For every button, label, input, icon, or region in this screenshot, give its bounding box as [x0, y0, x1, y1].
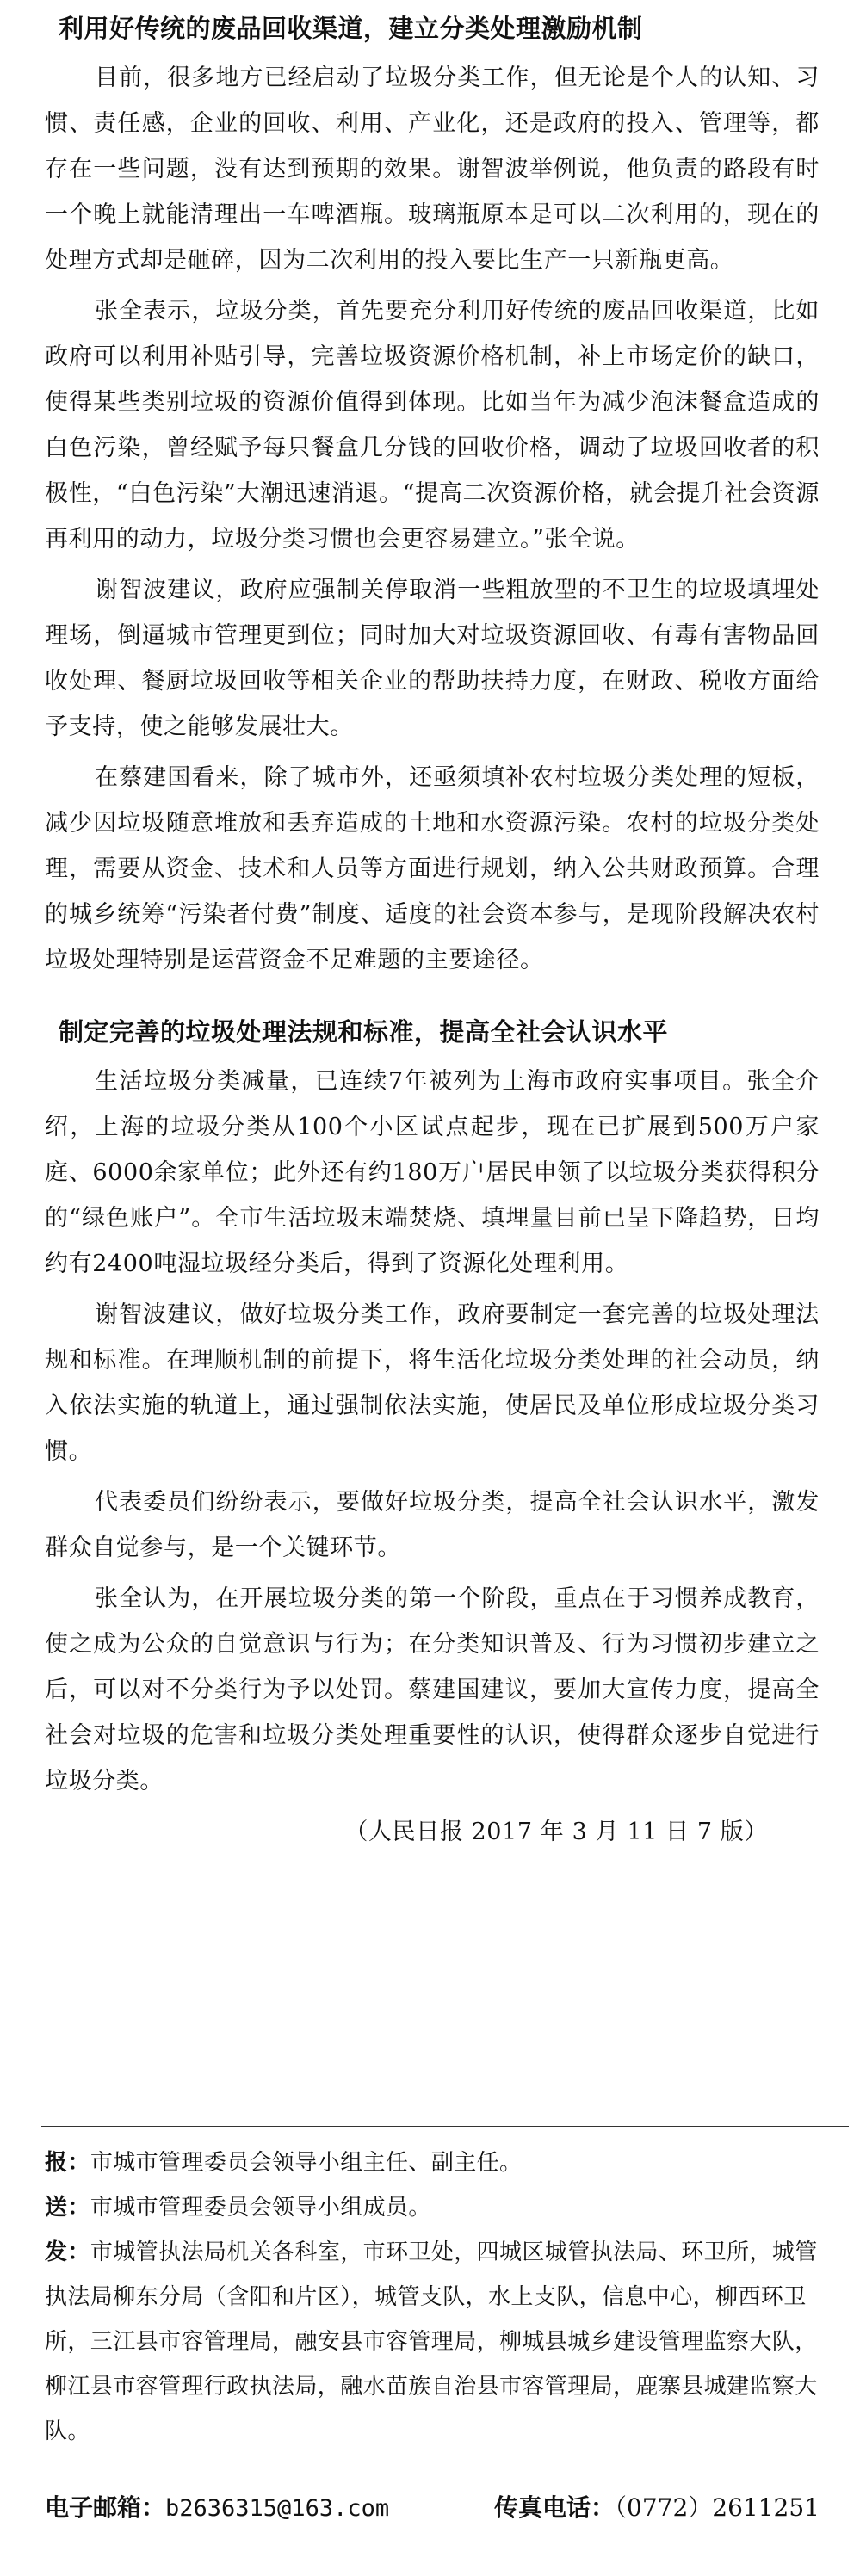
section-gap	[45, 988, 820, 1010]
section2-paragraph-3: 代表委员们纷纷表示，要做好垃圾分类，提高全社会认识水平，激发群众自觉参与，是一个关键环节。	[45, 1489, 820, 1561]
section2-paragraph-1: 生活垃圾分类减量，已连续7年被列为上海市政府实事项目。张全介绍，上海的垃圾分类从100个小区试点起步，现在已扩展到500万户家庭、6000余家单位；此外还有约180万户居民申领了以垃圾分类获得积分的“绿色账户”。全市生活垃圾末端焚烧、填埋量目前已呈下降趋势，日均约有2400吨湿垃圾经分类后，得到了资源化处理利用。	[45, 1068, 820, 1277]
section2-paragraph-2: 谢智波建议，做好垃圾分类工作，政府要制定一套完善的垃圾处理法规和标准。在理顺机制的前提下，将生活化垃圾分类处理的社会动员，纳入依法实施的轨道上，通过强制依法实施，使居民及单位形成垃圾分类习惯。	[45, 1301, 820, 1465]
fax-value: （0772）2611251	[615, 2493, 820, 2522]
fax-label: 传真电话：	[494, 2493, 616, 2522]
fax-block	[494, 2489, 820, 2523]
article-source: （人民日报 2017 年 3 月 11 日 7 版）	[344, 1819, 768, 1845]
email-value: b2636315@163.com	[165, 2495, 390, 2522]
send-to-text: 市城市管理委员会领导小组成员。	[90, 2195, 431, 2221]
contact-footer	[45, 2489, 820, 2523]
send-to-row	[45, 2185, 820, 2230]
report-to-row	[45, 2140, 820, 2185]
issue-to-row	[45, 2230, 820, 2454]
distribution-list	[45, 2140, 820, 2454]
issue-to-label: 发：	[45, 2239, 90, 2265]
section1-heading: 利用好传统的废品回收渠道，建立分类处理激励机制	[59, 14, 643, 43]
section2-paragraph-4: 张全认为，在开展垃圾分类的第一个阶段，重点在于习惯养成教育，使之成为公众的自觉意识与行为；在分类知识普及、行为习惯初步建立之后，可以对不分类行为予以处罚。蔡建国建议，要加大宣传力度，提高全社会对垃圾的危害和垃圾分类处理重要性的认识，使得群众逐步自觉进行垃圾分类。	[45, 1585, 820, 1795]
section1-paragraph-4: 在蔡建国看来，除了城市外，还亟须填补农村垃圾分类处理的短板，减少因垃圾随意堆放和丢弃造成的土地和水资源污染。农村的垃圾分类处理，需要从资金、技术和人员等方面进行规划，纳入公共财政预算。合理的城乡统筹“污染者付费”制度、适度的社会资本参与，是现阶段解决农村垃圾处理特别是运营资金不足难题的主要途径。	[45, 764, 820, 973]
email-block	[45, 2489, 389, 2523]
section2-heading: 制定完善的垃圾处理法规和标准，提高全社会认识水平	[59, 1017, 669, 1047]
article-body	[45, 7, 820, 1860]
send-to-label: 送：	[45, 2195, 90, 2221]
section1-paragraph-1: 目前，很多地方已经启动了垃圾分类工作，但无论是个人的认知、习惯、责任感，企业的回收、利用、产业化，还是政府的投入、管理等，都存在一些问题，没有达到预期的效果。谢智波举例说，他负责的路段有时一个晚上就能清理出一车啤酒瓶。玻璃瓶原本是可以二次利用的，现在的处理方式却是砸碎，因为二次利用的投入要比生产一只新瓶更高。	[45, 65, 820, 274]
report-to-label: 报：	[45, 2150, 90, 2176]
distribution-top-divider	[41, 2126, 849, 2127]
report-to-text: 市城市管理委员会领导小组主任、副主任。	[90, 2150, 523, 2176]
section1-paragraph-3: 谢智波建议，政府应强制关停取消一些粗放型的不卫生的垃圾填埋处理场，倒逼城市管理更到位；同时加大对垃圾资源回收、有毒有害物品回收处理、餐厨垃圾回收等相关企业的帮助扶持力度，在财政、税收方面给予支持，使之能够发展壮大。	[45, 577, 820, 740]
email-label: 电子邮箱：	[45, 2493, 166, 2522]
issue-to-text: 市城管执法局机关各科室，市环卫处，四城区城管执法局、环卫所，城管执法局柳东分局（含阳和片区），城管支队，水上支队，信息中心，柳西环卫所，三江县市容管理局，融安县市容管理局，柳城县城乡建设管理监察大队，柳江县市容管理行政执法局，融水苗族自治县市容管理局，鹿寨县城建监察大队。	[45, 2239, 818, 2444]
section1-paragraph-2: 张全表示，垃圾分类，首先要充分利用好传统的废品回收渠道，比如政府可以利用补贴引导，完善垃圾资源价格机制，补上市场定价的缺口，使得某些类别垃圾的资源价值得到体现。比如当年为减少泡沫餐盒造成的白色污染，曾经赋予每只餐盒几分钱的回收价格，调动了垃圾回收者的积极性，“白色污染”大潮迅速消退。“提高二次资源价格，就会提升社会资源再利用的动力，垃圾分类习惯也会更容易建立。”张全说。	[45, 298, 820, 553]
